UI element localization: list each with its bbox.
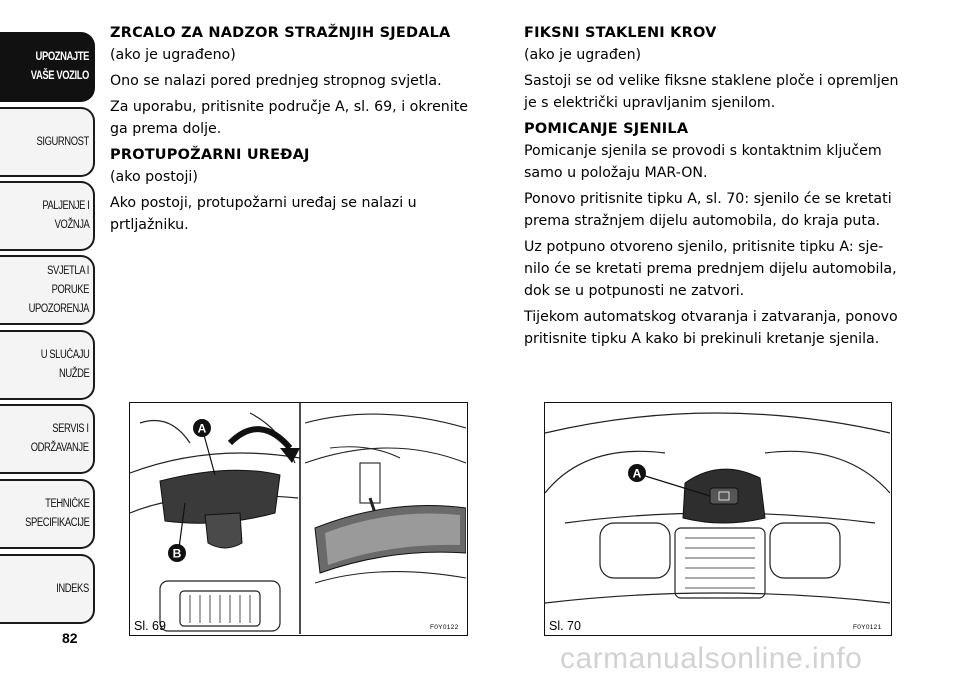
label-b: B: [172, 546, 182, 561]
tab-tehnicke-specifikacije[interactable]: [0, 479, 95, 549]
shade-paragraph-3: Uz potpuno otvoreno sjenilo, pritisnite tipku A: sje-nilo će se kretati prema prednjem dijelu automobila, dok se u potpunosti ne zatvori.: [524, 239, 897, 299]
roof-button-illustration: [545, 403, 890, 634]
tab-label: INDEKS: [56, 582, 89, 595]
tab-label: SIGURNOST: [36, 135, 89, 148]
tab-u-slucaju-nuzde[interactable]: [0, 330, 95, 400]
label-a: A: [632, 466, 642, 481]
watermark: carmanualsonline.info: [560, 642, 863, 675]
shade-paragraph-4: Tijekom automatskog otvaranja i zatvaranja, ponovo pritisnite tipku A kako bi prekinuli kretanje sjenila.: [524, 309, 898, 347]
right-column: [524, 22, 904, 354]
tab-sigurnost[interactable]: [0, 107, 95, 177]
tab-label: U SLUČAJU NUŽDE: [40, 349, 89, 380]
shade-paragraph-1: Pomicanje sjenila se provodi s kontaktnim ključem samo u položaju MAR-ON.: [524, 143, 882, 181]
figure-70: [544, 402, 892, 636]
roof-subtitle: (ako je ugrađen): [524, 47, 642, 63]
tab-indeks[interactable]: [0, 554, 95, 624]
fire-heading: PROTUPOŽARNI UREĐAJ: [110, 147, 310, 163]
tab-label: SVJETLA I PORUKE UPOZORENJA: [28, 264, 89, 315]
tab-upoznajte-vase-vozilo[interactable]: [0, 32, 95, 102]
mirror-paragraph-2: Za uporabu, pritisnite područje A, sl. 69, i okrenite ga prema dolje.: [110, 99, 469, 137]
mirror-paragraph-1: Ono se nalazi pored prednjeg stropnog svjetla.: [110, 73, 442, 89]
shade-button: [710, 488, 738, 504]
mirror-heading: ZRCALO ZA NADZOR STRAŽNJIH SJEDALA: [110, 25, 451, 41]
tab-servis-i-odrzavanje[interactable]: [0, 404, 95, 474]
mirror-illustration: [130, 403, 466, 634]
left-column: [110, 22, 485, 240]
figure-69-caption: Sl. 69: [134, 619, 166, 633]
tab-label: SERVIS I ODRŽAVANJE: [31, 423, 89, 454]
label-a: A: [197, 421, 207, 436]
figure-69: [129, 402, 468, 636]
page-number: 82: [62, 630, 78, 646]
mirror-subtitle: (ako je ugrađeno): [110, 47, 236, 63]
rotate-arrow: [230, 429, 290, 448]
tab-svjetla-i-poruke[interactable]: [0, 255, 95, 325]
figure-70-code: F0Y0121: [853, 624, 882, 631]
tab-label: UPOZNAJTE VAŠE VOZILO: [30, 51, 89, 82]
tab-label: TEHNIČKE SPECIFIKACIJE: [24, 498, 89, 529]
shade-heading: POMICANJE SJENILA: [524, 121, 689, 137]
tab-paljenje-i-voznja[interactable]: [0, 181, 95, 251]
figure-70-caption: Sl. 70: [549, 619, 581, 633]
tab-label: PALJENJE I VOŽNJA: [41, 200, 89, 231]
shade-paragraph-2: Ponovo pritisnite tipku A, sl. 70: sjenilo će se kretati prema stražnjem dijelu automobila, do kraja puta.: [524, 191, 892, 229]
figure-69-code: F0Y0122: [430, 624, 459, 631]
fire-paragraph-1: Ako postoji, protupožarni uređaj se nalazi u prtljažniku.: [110, 195, 417, 233]
roof-heading: FIKSNI STAKLENI KROV: [524, 25, 717, 41]
roof-paragraph-1: Sastoji se od velike fiksne staklene ploče i opremljen je s električki upravljanim sjenilom.: [524, 73, 899, 111]
fire-subtitle: (ako postoji): [110, 169, 198, 185]
